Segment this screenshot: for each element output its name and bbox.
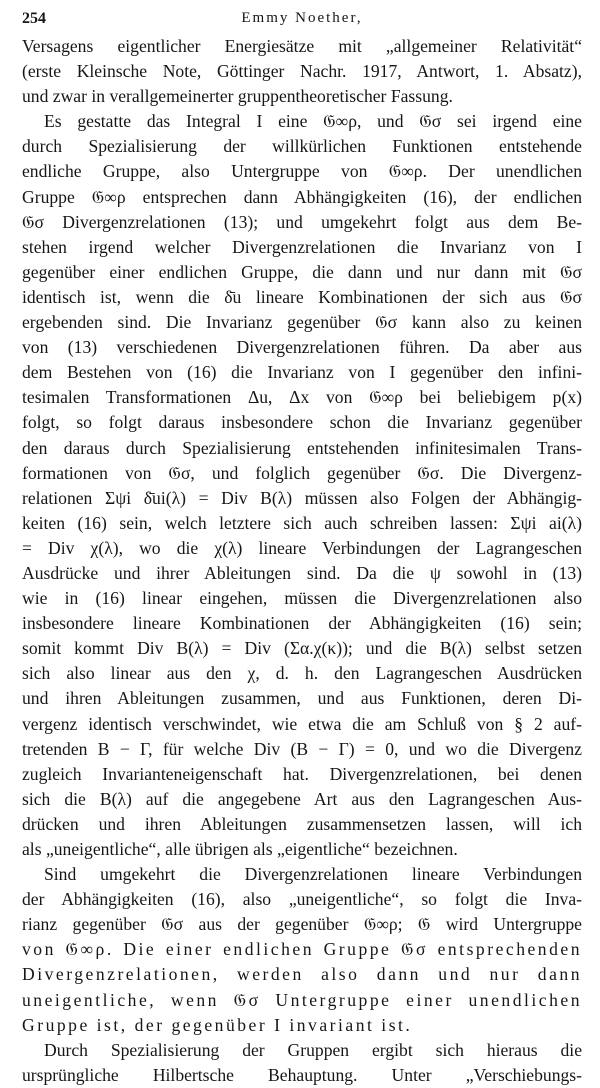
text-line: gegenüber einer endlichen Gruppe, die dann und nur dann mit 𝔊σ (22, 261, 582, 282)
text-line: Divergenzrelationen, werden also dann und nur dann (22, 964, 582, 985)
text-line: als „uneigentliche“, alle übrigen als „eigentliche“ bezeichnen. (22, 839, 458, 859)
text-line: der Abhängigkeiten (16), also „uneigentliche“, so folgt die Inva- (22, 889, 582, 910)
text-line: = Div χ(λ), wo die χ(λ) lineare Verbindungen der Lagrangeschen (22, 537, 582, 558)
text-line: ursprüngliche Hilbertsche Behauptung. Unter „Verschiebungs- (22, 1064, 582, 1085)
text-line: 𝔊σ Divergenzrelationen (13); und umgekehrt folgt aus dem Be- (22, 211, 582, 232)
text-line: relationen Σψi δ̄ui(λ) = Div B(λ) müssen also Folgen der Abhängig- (22, 487, 582, 508)
text-line: Versagens eigentlicher Energiesätze mit „allgemeiner Relativität“ (22, 36, 582, 56)
text-line: zugleich Invarianteneigenschaft hat. Divergenzrelationen, bei denen (22, 763, 582, 784)
text-line: ergebenden sind. Die Invarianz gegenüber 𝔊σ kann also zu keinen (22, 312, 582, 333)
text-line: sich die B(λ) auf die angegebene Art aus den Lagrangeschen Aus- (22, 788, 582, 809)
text-line: von (13) verschiedenen Divergenzrelationen führen. Da aber aus (22, 337, 582, 358)
text-line: (erste Kleinsche Note, Göttinger Nachr. 1917, Antwort, 1. Absatz), (22, 61, 582, 82)
text-line: tesimalen Transformationen Δu, Δx von 𝔊∞ρ bei beliebigem p(x) (22, 387, 582, 408)
text-line: vergenz identisch verschwindet, wie etwa die am Schluß von § 2 auf- (22, 713, 582, 734)
text-line: drücken und ihren Ableitungen zusammensetzen lassen, will ich (22, 813, 582, 834)
text-line: Durch Spezialisierung der Gruppen ergibt sich hieraus die (44, 1039, 582, 1060)
page-number: 254 (22, 10, 46, 27)
text-line: Sind umgekehrt die Divergenzrelationen lineare Verbindungen (44, 864, 582, 885)
text-line: Ausdrücke und ihrer Ableitungen sind. Da die ψ sowohl in (13) (22, 562, 582, 583)
text-line: keiten (16) sein, welch letztere sich auch schreiben lassen: Σψi ai(λ) (22, 512, 582, 533)
text-line: identisch ist, wenn die δ̄u lineare Kombinationen der sich aus 𝔊σ (22, 286, 582, 307)
text-line: und ihren Ableitungen zusammen, und aus Funktionen, deren Di- (22, 688, 582, 709)
text-line: rianz gegenüber 𝔊σ aus der gegenüber 𝔊∞ρ; 𝔊 wird Untergruppe (22, 914, 582, 935)
text-line: stehen irgend welcher Divergenzrelationen die Invarianz von I (22, 236, 582, 257)
journal-page (22, 8, 582, 1088)
text-line: uneigentliche, wenn 𝔊σ Untergruppe einer unendlichen (22, 989, 582, 1010)
running-head-author: Emmy Noether, (241, 10, 363, 26)
text-line: Gruppe ist, der gegenüber I invariant ist. (22, 1014, 413, 1035)
text-line: endliche Gruppe, also Untergruppe von 𝔊∞ρ. Der unendlichen (22, 161, 582, 182)
text-line: durch Spezialisierung der willkürlichen Funktionen entstehende (22, 136, 582, 157)
text-line: Es gestatte das Integral I eine 𝔊∞ρ, und 𝔊σ sei irgend eine (44, 111, 582, 132)
text-line: von 𝔊∞ρ. Die einer endlichen Gruppe 𝔊σ entsprechenden (22, 939, 582, 960)
body-text (22, 34, 582, 1088)
text-line: und zwar in verallgemeinerter gruppentheoretischer Fassung. (22, 86, 453, 107)
text-line: Gruppe 𝔊∞ρ entsprechen dann Abhängigkeiten (16), der endlichen (22, 186, 582, 207)
text-line: somit kommt Div B(λ) = Div (Σα.χ(κ)); und die B(λ) selbst setzen (22, 638, 582, 659)
text-line: sich also linear aus den χ, d. h. den Lagrangeschen Ausdrücken (22, 663, 582, 684)
text-line: den daraus durch Spezialisierung entstehenden infinitesimalen Trans- (22, 437, 582, 458)
running-header (22, 8, 582, 34)
text-line: insbesondere lineare Kombinationen der Abhängigkeiten (16) sein; (22, 613, 582, 634)
text-line: folgt, so folgt daraus insbesondere schon die Invarianz gegenüber (22, 412, 582, 433)
text-line: dem Bestehen von (16) die Invarianz von I gegenüber den infini- (22, 362, 582, 383)
text-line: formationen von 𝔊σ, und folglich gegenüber 𝔊σ. Die Divergenz- (22, 462, 582, 483)
text-line: tretenden B − Γ, für welche Div (B − Γ) = 0, und wo die Divergenz (22, 738, 582, 759)
text-line: wie in (16) linear eingehen, müssen die Divergenzrelationen also (22, 588, 582, 609)
